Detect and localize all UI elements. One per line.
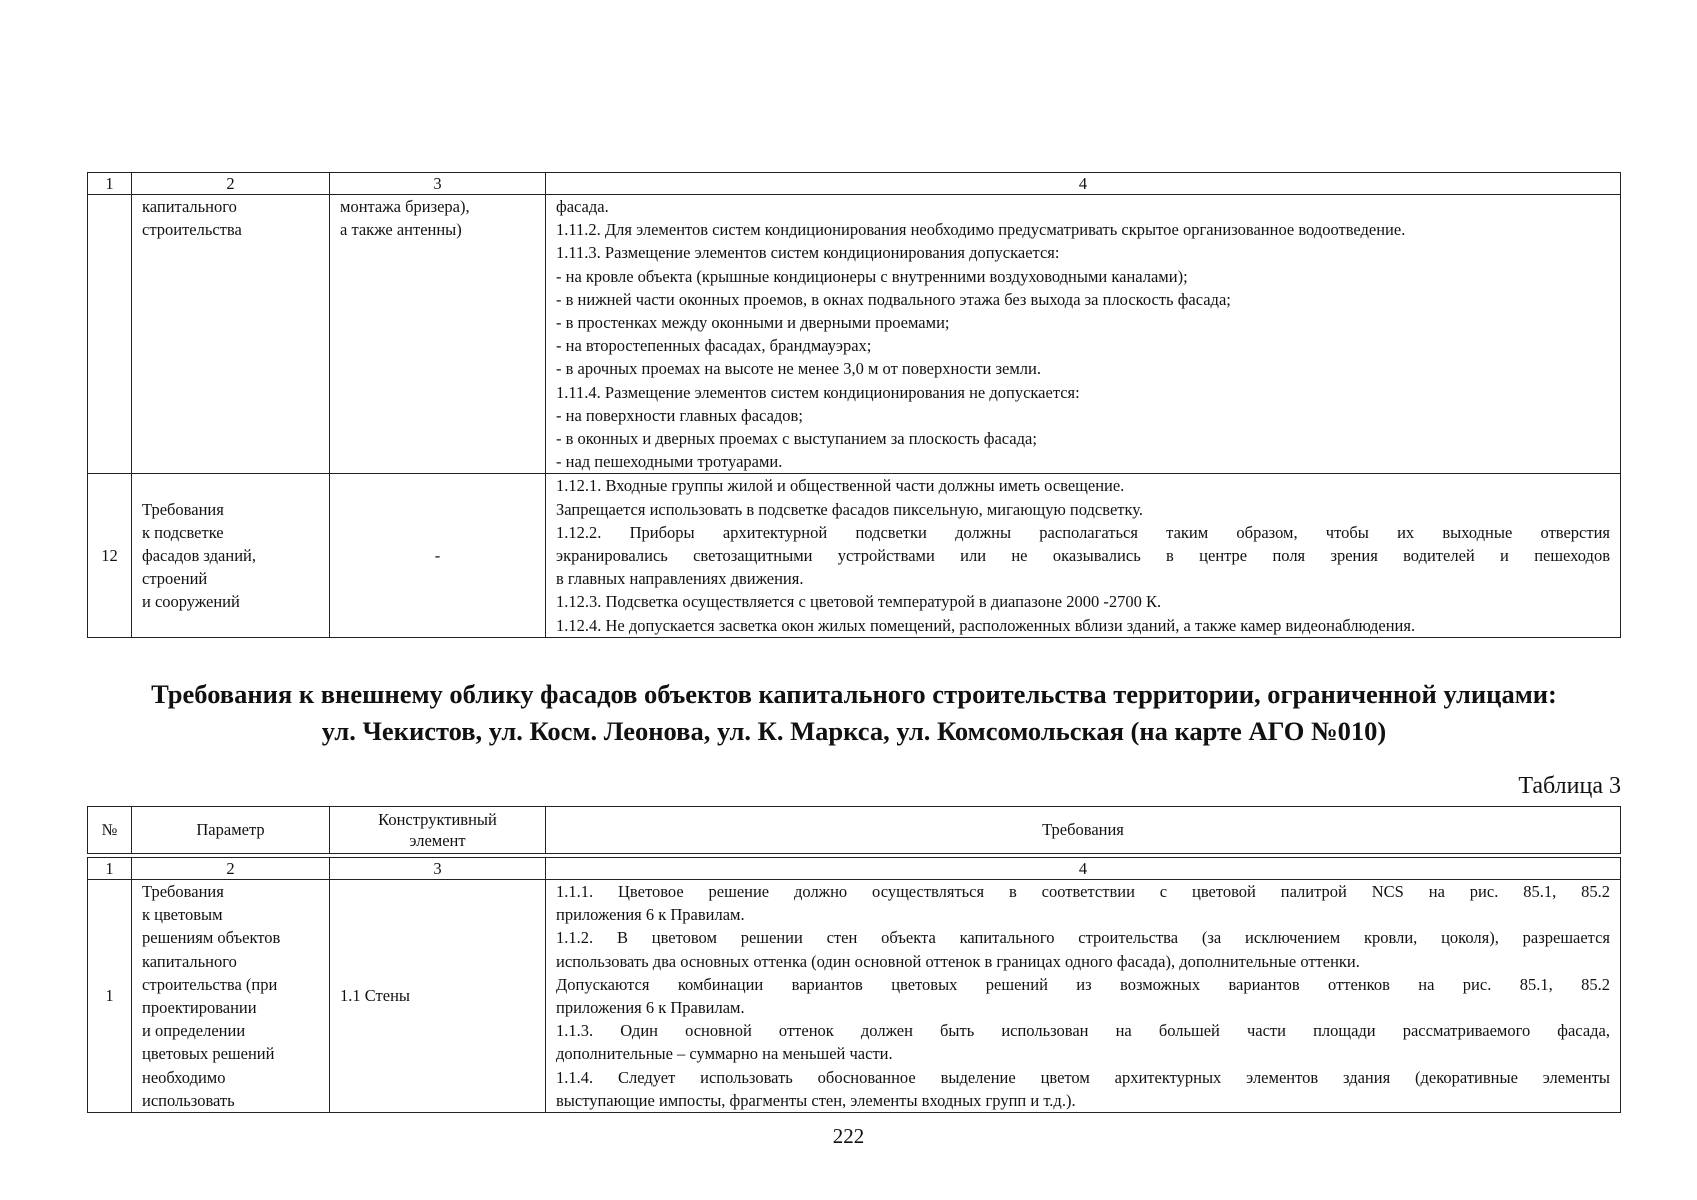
param-line: необходимо bbox=[142, 1067, 226, 1087]
element-cell bbox=[330, 880, 546, 1113]
requirements-cell bbox=[546, 880, 1621, 1113]
col-number-4: 4 bbox=[546, 858, 1621, 880]
param-line: использовать bbox=[142, 1090, 235, 1110]
header-row bbox=[88, 807, 1621, 854]
param-line: Требования bbox=[142, 499, 224, 519]
page-number: 222 bbox=[832, 1124, 865, 1148]
requirement-line: в главных направлениях движения. bbox=[556, 569, 804, 589]
requirement-line: - над пешеходными тротуарами. bbox=[556, 452, 783, 472]
param-line: цветовых решений bbox=[142, 1044, 275, 1064]
param-line: и определении bbox=[142, 1021, 246, 1041]
param-line: решениям объектов bbox=[142, 928, 281, 948]
param-line: Требования bbox=[142, 882, 224, 901]
requirements-cell bbox=[546, 195, 1621, 474]
section-title-line-2: ул. Чекистов, ул. Косм. Леонова, ул. К. Маркса, ул. Комсомольская (на карте АГО №010) bbox=[321, 716, 1387, 746]
header-element-line: Конструктивный bbox=[378, 810, 497, 829]
table-row bbox=[88, 880, 1621, 1113]
param-line: строительства (при bbox=[142, 974, 278, 994]
requirement-line: 1.12.4. Не допускается засветка окон жилых помещений, расположенных вблизи зданий, а также камер видеонаблюдения. bbox=[556, 615, 1416, 635]
param-line: капитального bbox=[142, 197, 237, 216]
element-cell bbox=[330, 474, 546, 637]
requirement-line: приложения 6 к Правилам. bbox=[556, 905, 745, 925]
col-number-3: 3 bbox=[330, 858, 546, 880]
col-number-4: 4 bbox=[546, 173, 1621, 195]
element-line: - bbox=[434, 546, 441, 566]
requirement-line: 1.12.3. Подсветка осуществляется с цветовой температурой в диапазоне 2000 -2700 К. bbox=[556, 592, 1162, 612]
param-line: строительства bbox=[142, 220, 242, 240]
col-number-1: 1 bbox=[88, 173, 132, 195]
col-number-2: 2 bbox=[132, 173, 330, 195]
table3 bbox=[87, 857, 1621, 1113]
param-cell bbox=[132, 474, 330, 637]
requirement-line: 1.1.4. Следует использовать обоснованное выделение цветом архитектурных элементов здания (декоративные элементы bbox=[556, 1067, 1610, 1087]
requirement-line: 1.11.4. Размещение элементов систем кондиционирования не допускается: bbox=[556, 382, 1080, 402]
table-label: Таблица 3 bbox=[1518, 773, 1621, 799]
requirement-line: 1.11.3. Размещение элементов систем кондиционирования допускается: bbox=[556, 243, 1060, 263]
requirement-line: - на поверхности главных фасадов; bbox=[556, 405, 803, 425]
requirement-line: 1.12.1. Входные группы жилой и общественной части должны иметь освещение. bbox=[556, 476, 1125, 496]
requirement-line: - в нижней части оконных проемов, в окнах подвального этажа без выхода за плоскость фасада; bbox=[556, 289, 1231, 309]
param-line: строений bbox=[142, 569, 208, 589]
col-number-3: 3 bbox=[330, 173, 546, 195]
requirement-line: 1.12.2. Приборы архитектурной подсветки должны располагаться таким образом, чтобы их выходные отверстия bbox=[556, 522, 1610, 542]
header-param: Параметр bbox=[132, 807, 330, 854]
requirement-line: 1.11.2. Для элементов систем кондиционирования необходимо предусматривать скрытое организованное водоотведение. bbox=[556, 220, 1406, 240]
element-line: а также антенны) bbox=[340, 220, 462, 240]
header-element-line: элемент bbox=[409, 831, 466, 850]
table-row bbox=[88, 474, 1621, 637]
header-num: № bbox=[88, 807, 132, 854]
requirements-cell bbox=[546, 474, 1621, 637]
requirement-line: - в оконных и дверных проемах с выступанием за плоскость фасада; bbox=[556, 429, 1037, 449]
section-title-line-1: Требования к внешнему облику фасадов объектов капитального строительства территории, ограниченной улицами: bbox=[151, 679, 1557, 709]
header-requirements: Требования bbox=[546, 807, 1621, 854]
row-number bbox=[88, 195, 132, 474]
requirement-line: - на второстепенных фасадах, брандмауэрах; bbox=[556, 336, 872, 356]
requirement-line: фасада. bbox=[556, 197, 609, 216]
requirement-line: экранировались светозащитными устройствами или не оказывались в центре поля зрения водителей и пешеходов bbox=[556, 546, 1610, 566]
requirement-line: 1.1.3. Один основной оттенок должен быть использован на большей части площади рассматриваемого фасада, bbox=[556, 1021, 1610, 1041]
param-line: проектировании bbox=[142, 998, 257, 1018]
table-row bbox=[88, 195, 1621, 474]
param-cell bbox=[132, 880, 330, 1113]
requirement-line: приложения 6 к Правилам. bbox=[556, 998, 745, 1018]
param-cell bbox=[132, 195, 330, 474]
requirement-line: Допускаются комбинации вариантов цветовых решений из возможных вариантов оттенков на рис. 85.1, 85.2 bbox=[556, 974, 1610, 994]
continued-table bbox=[87, 172, 1621, 638]
requirement-line: 1.1.1. Цветовое решение должно осуществляться в соответствии с цветовой палитрой NCS на рис. 85.1, 85.2 bbox=[556, 882, 1610, 901]
header-element bbox=[330, 807, 546, 854]
col-number-2: 2 bbox=[132, 858, 330, 880]
row-number: 1 bbox=[88, 880, 132, 1113]
param-line: к подсветке bbox=[142, 522, 224, 542]
requirement-line: - на кровле объекта (крышные кондиционеры с внутренними воздуховодными каналами); bbox=[556, 266, 1188, 286]
col-number-1: 1 bbox=[88, 858, 132, 880]
requirement-line: 1.1.2. В цветовом решении стен объекта капитального строительства (за исключением кровли, цоколя), разрешается bbox=[556, 928, 1610, 948]
column-number-row bbox=[88, 173, 1621, 195]
param-line: фасадов зданий, bbox=[142, 546, 256, 566]
row-number: 12 bbox=[88, 474, 132, 637]
element-line: 1.1 Стены bbox=[340, 986, 410, 1006]
requirement-line: выступающие импосты, фрагменты стен, элементы входных групп и т.д.). bbox=[556, 1090, 1076, 1110]
param-line: и сооружений bbox=[142, 592, 240, 612]
requirement-line: использовать два основных оттенка (один основной оттенок в границах одного фасада), дополнительные оттенки. bbox=[556, 951, 1360, 971]
table3-header bbox=[87, 806, 1621, 854]
requirement-line: - в арочных проемах на высоте не менее 3,0 м от поверхности земли. bbox=[556, 359, 1041, 379]
element-line: монтажа бризера), bbox=[340, 197, 470, 216]
requirement-line: Запрещается использовать в подсветке фасадов пиксельную, мигающую подсветку. bbox=[556, 499, 1143, 519]
param-line: капитального bbox=[142, 951, 237, 971]
param-line: к цветовым bbox=[142, 905, 223, 925]
requirement-line: - в простенках между оконными и дверными проемами; bbox=[556, 313, 950, 333]
requirement-line: дополнительные – суммарно на меньшей части. bbox=[556, 1044, 893, 1064]
element-cell bbox=[330, 195, 546, 474]
column-number-row bbox=[88, 858, 1621, 880]
